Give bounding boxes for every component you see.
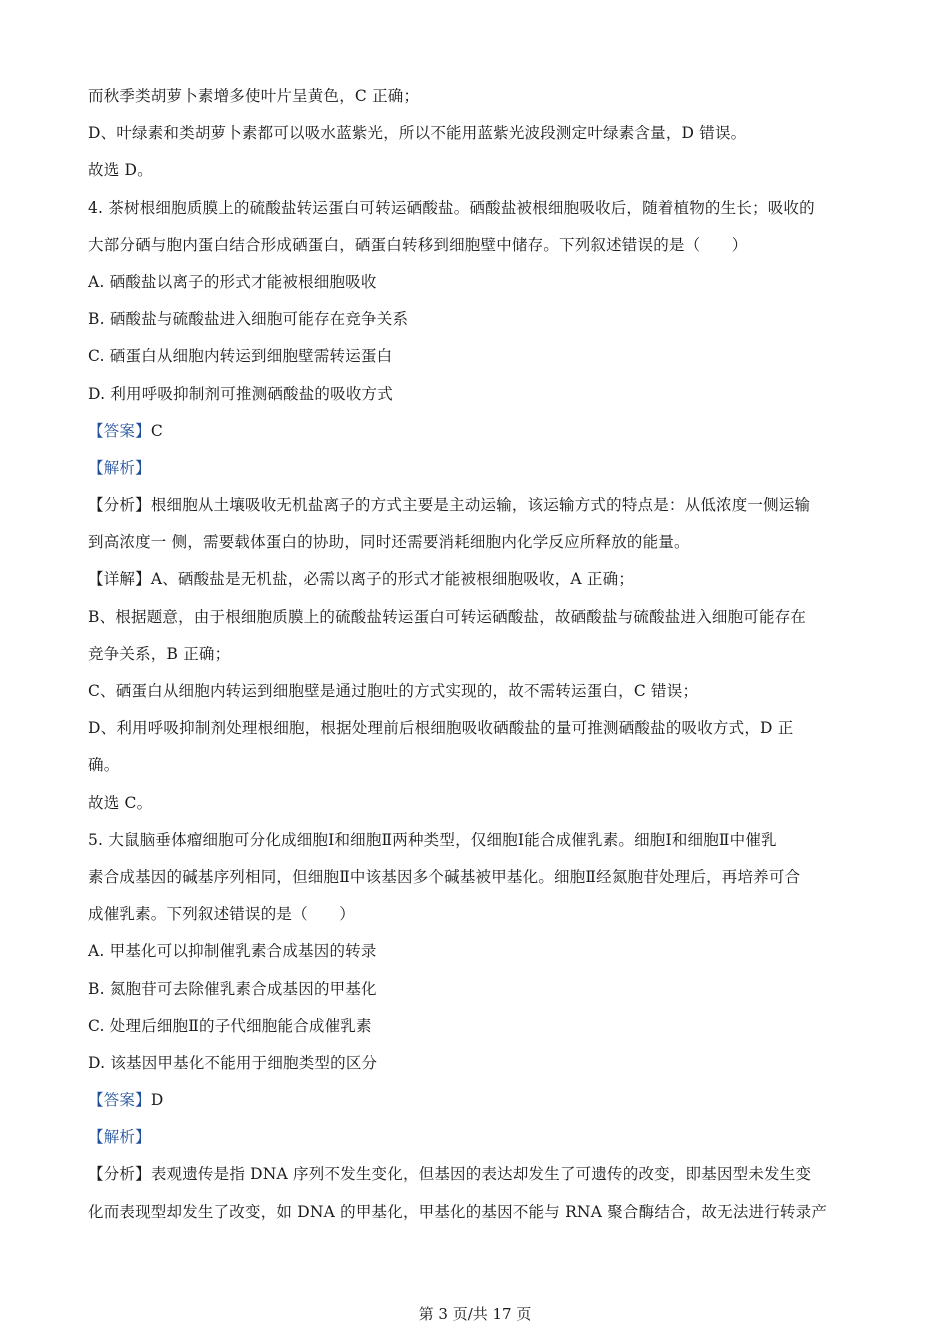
question-4-option-d: D. 利用呼吸抑制剂可推测硒酸盐的吸收方式: [88, 384, 393, 403]
question-5-option-b: B. 氮胞苷可去除催乳素合成基因的甲基化: [88, 979, 377, 998]
text-line: 确。: [88, 756, 120, 775]
text-line: 竞争关系，B 正确；: [88, 644, 231, 663]
text-line: B、根据题意，由于根细胞质膜上的硫酸盐转运蛋白可转运硒酸盐，故硒酸盐与硫酸盐进入细胞可能存在: [88, 607, 807, 626]
xiangjie-text: A、硒酸盐是无机盐，必需以离子的形式才能被根细胞吸收，A 正确；: [150, 570, 635, 589]
fenxi-tag: 【分析】: [88, 1165, 151, 1184]
fenxi-text: 根细胞从土壤吸收无机盐离子的方式主要是主动运输，该运输方式的特点是：从低浓度一侧运输: [150, 496, 811, 515]
text-line: D、叶绿素和类胡萝卜素都可以吸水蓝紫光，所以不能用蓝紫光波段测定叶绿素含量，D 错误。: [88, 124, 747, 143]
question-4-option-b: B. 硒酸盐与硫酸盐进入细胞可能存在竞争关系: [88, 310, 409, 329]
question-4-stem: 4. 茶树根细胞质膜上的硫酸盐转运蛋白可转运硒酸盐。硒酸盐被根细胞吸收后，随着植物的生长；吸收的: [88, 198, 815, 217]
text-line: 故选 D。: [88, 161, 153, 180]
text-line: C、硒蛋白从细胞内转运到细胞壁是通过胞吐的方式实现的，故不需转运蛋白，C 错误；: [88, 682, 699, 700]
question-4-answer: [88, 413, 870, 450]
analysis-heading: 【解析】: [88, 458, 151, 477]
question-5-option-c: C. 处理后细胞Ⅱ的子代细胞能合成催乳素: [88, 1016, 372, 1035]
question-4-xiangjie: [88, 561, 870, 598]
question-4-fenxi: [88, 487, 870, 524]
answer-tag: 【答案】: [88, 1091, 151, 1110]
text-line: 到高浓度一 侧，需要载体蛋白的协助，同时还需要消耗细胞内化学反应所释放的能量。: [88, 533, 690, 552]
xiangjie-tag: 【详解】: [88, 570, 151, 589]
answer-value: D: [150, 1091, 164, 1110]
question-5-answer: [88, 1082, 870, 1119]
question-4-stem: 大部分硒与胞内蛋白结合形成硒蛋白，硒蛋白转移到细胞壁中储存。下列叙述错误的是（ ）: [88, 235, 748, 254]
question-5-option-d: D. 该基因甲基化不能用于细胞类型的区分: [88, 1053, 378, 1072]
text-line: 而秋季类胡萝卜素增多使叶片呈黄色，C 正确；: [88, 87, 420, 105]
fenxi-text: 表观遗传是指 DNA 序列不发生变化，但基因的表达却发生了可遗传的改变，即基因型未发生变: [150, 1165, 812, 1184]
question-4-option-a: A. 硒酸盐以离子的形式才能被根细胞吸收: [88, 272, 377, 291]
answer-tag: 【答案】: [88, 421, 151, 440]
question-5-stem: 素合成基因的碱基序列相同，但细胞Ⅱ中该基因多个碱基被甲基化。细胞Ⅱ经氮胞苷处理后，再培养可合: [88, 867, 801, 886]
text-line: 故选 C。: [88, 793, 153, 812]
analysis-heading: 【解析】: [88, 1128, 151, 1147]
question-5-option-a: A. 甲基化可以抑制催乳素合成基因的转录: [88, 942, 377, 961]
document-page: [88, 78, 870, 1231]
text-line: D、利用呼吸抑制剂处理根细胞，根据处理前后根细胞吸收硒酸盐的量可推测硒酸盐的吸收方式，D 正: [88, 719, 794, 738]
fenxi-tag: 【分析】: [88, 496, 151, 515]
answer-value: C: [150, 421, 163, 440]
text-line: 化而表现型却发生了改变，如 DNA 的甲基化，甲基化的基因不能与 RNA 聚合酶结合，故无法进行转录产: [88, 1202, 828, 1221]
question-4-option-c: C. 硒蛋白从细胞内转运到细胞壁需转运蛋白: [88, 347, 393, 366]
question-5-stem: 5. 大鼠脑垂体瘤细胞可分化成细胞Ⅰ和细胞Ⅱ两种类型，仅细胞Ⅰ能合成催乳素。细胞Ⅰ和细胞Ⅱ中催乳: [88, 830, 777, 849]
question-5-stem: 成催乳素。下列叙述错误的是（ ）: [88, 905, 355, 924]
question-5-fenxi: [88, 1156, 870, 1193]
page-footer: 第 3 页/共 17 页: [418, 1305, 532, 1323]
